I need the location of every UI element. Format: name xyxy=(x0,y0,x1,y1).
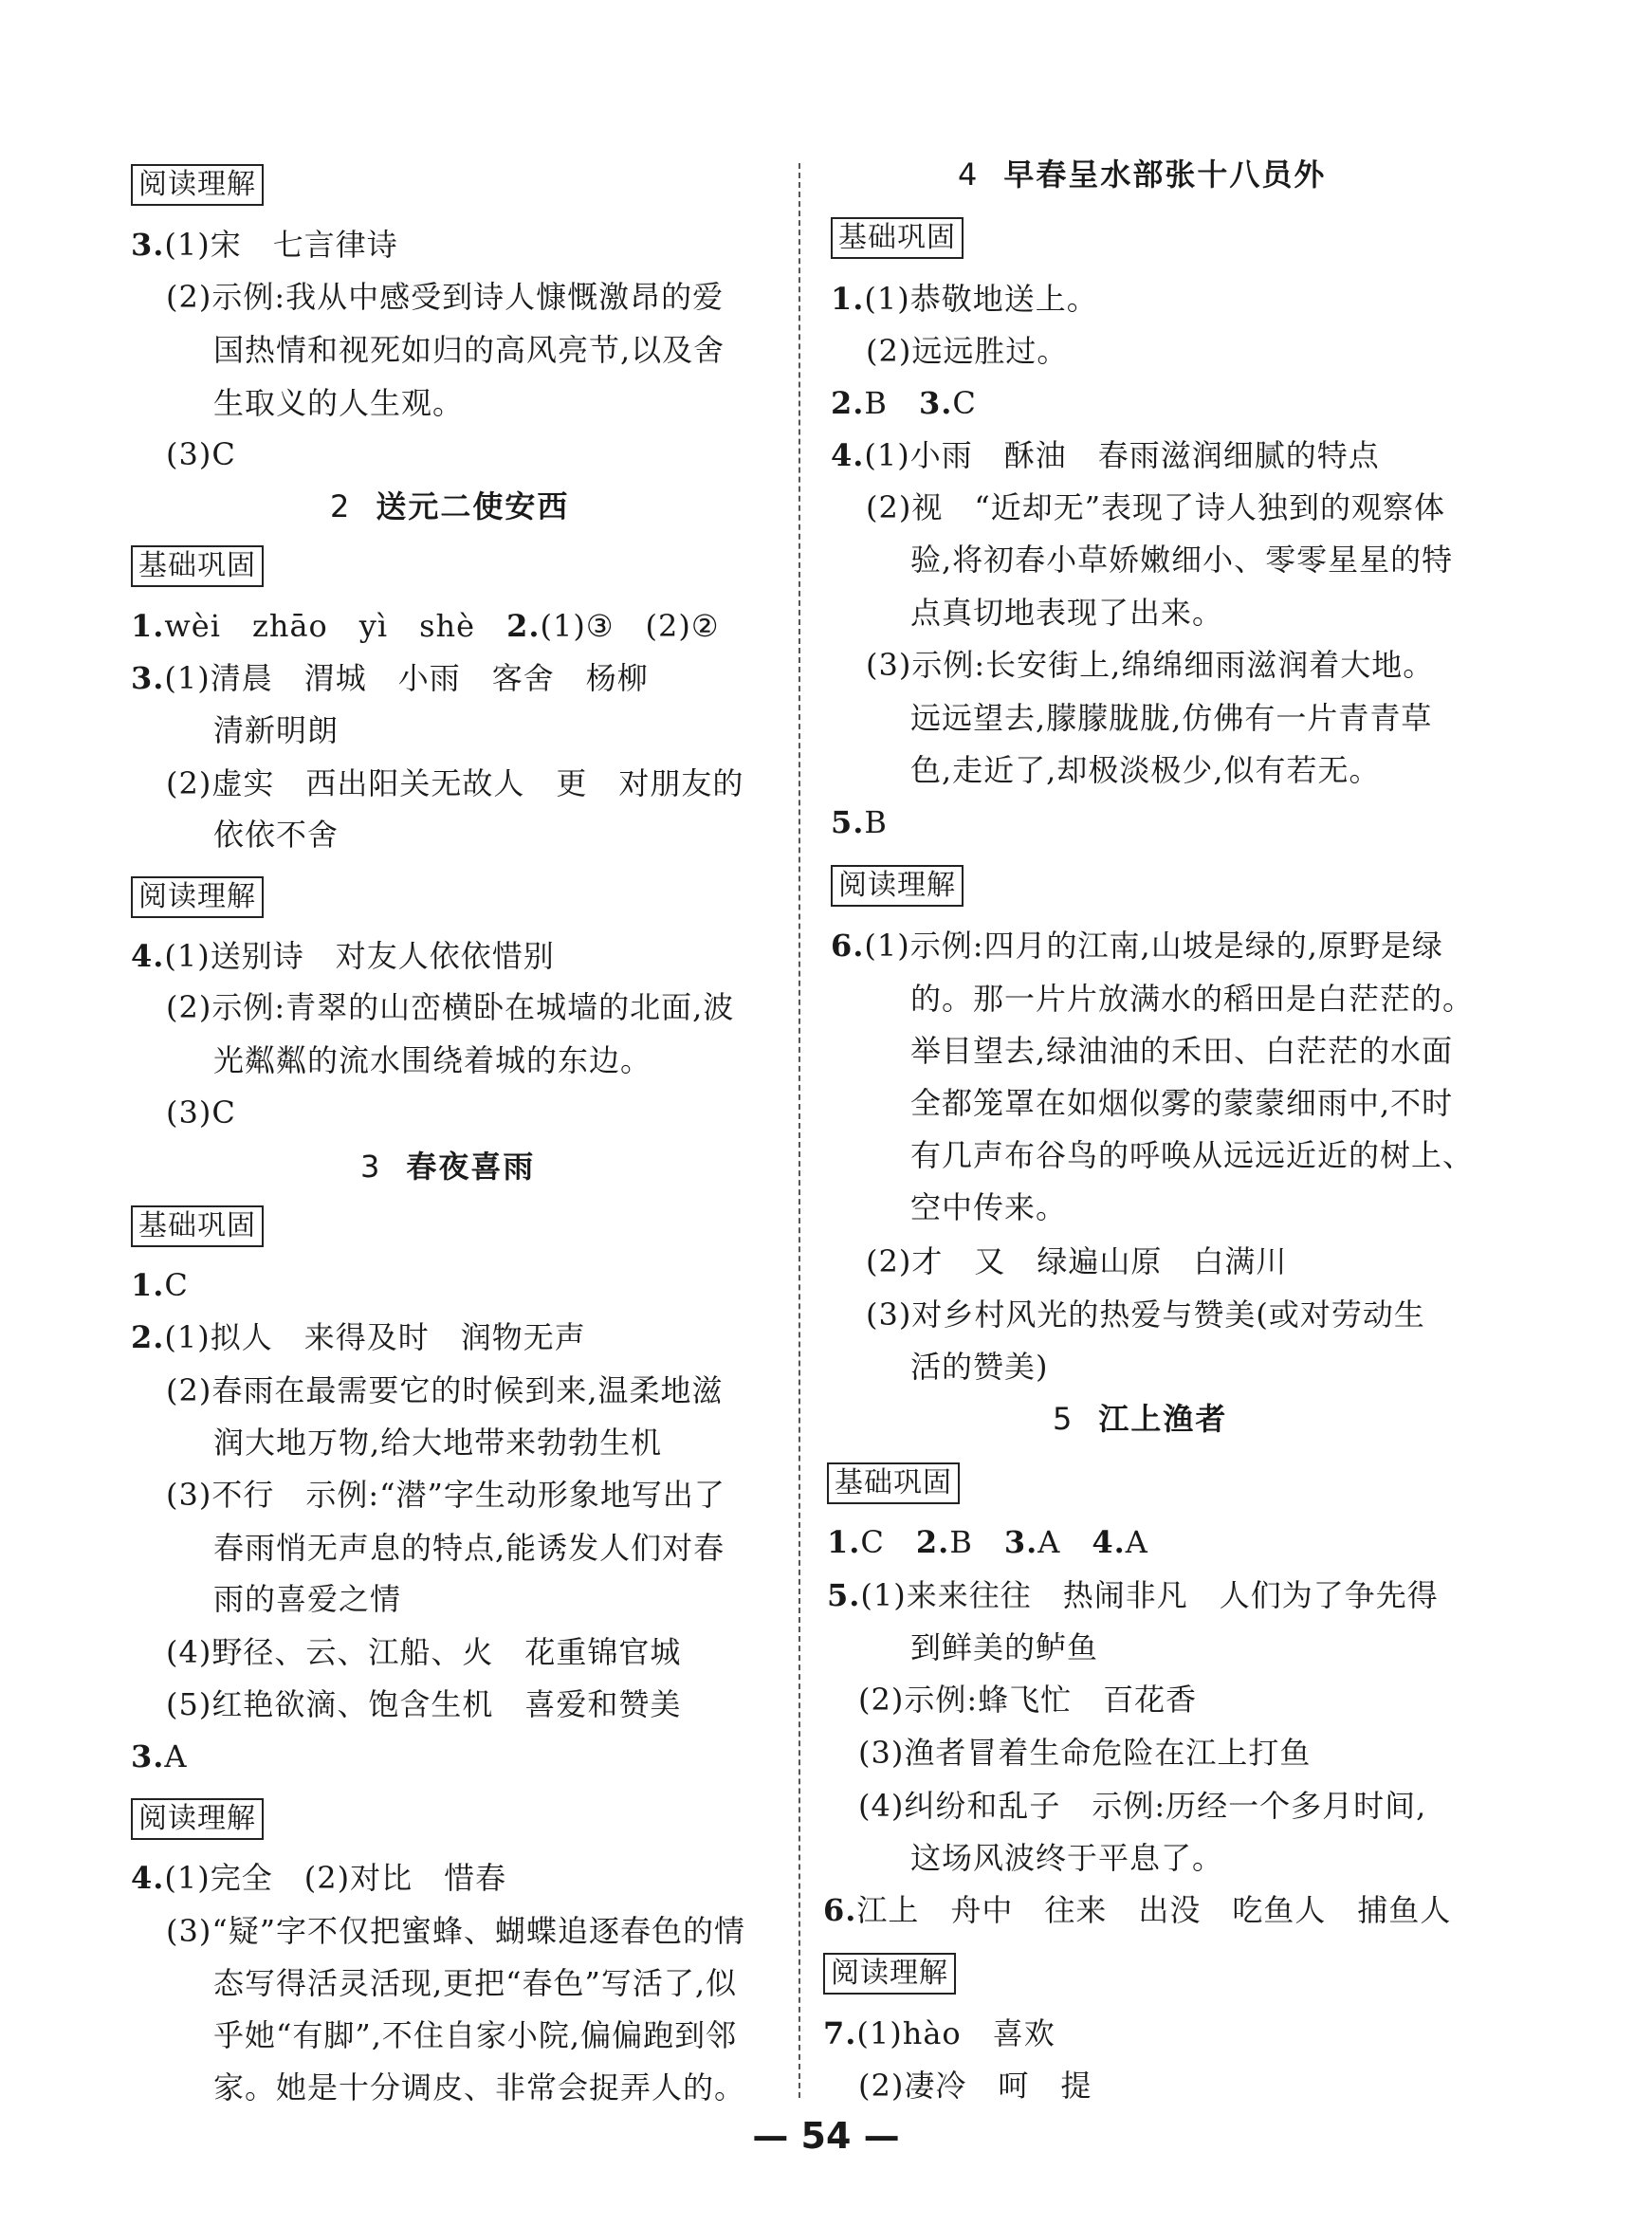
answer-text: (3)示例:长安街上,绵绵细雨滋润着大地。 xyxy=(866,647,1435,683)
question-number: 3. xyxy=(918,385,953,421)
section-label: 阅读理解 xyxy=(131,164,264,206)
answer-line xyxy=(910,1839,1223,1877)
column-divider xyxy=(798,163,800,2098)
answer-text: (1)完全 (2)对比 惜春 xyxy=(164,1860,507,1896)
question-number: 5. xyxy=(831,804,865,840)
question-number: 2. xyxy=(915,1524,950,1560)
answer-item xyxy=(131,1859,506,1897)
question-number: 6. xyxy=(823,1892,857,1928)
answer-item xyxy=(131,1738,188,1775)
answer-text: (1)示例:四月的江南,山坡是绿的,原野是绿 xyxy=(864,928,1443,964)
answer-text: C xyxy=(952,385,977,421)
answer-text: 依依不舍 xyxy=(213,817,340,853)
answer-text: (2)示例:青翠的山峦横卧在城墙的北面,波 xyxy=(166,989,735,1025)
answer-text: 生取义的人生观。 xyxy=(213,385,465,421)
answer-text: (1)宋 七言律诗 xyxy=(164,227,398,263)
answer-text: (2)远远胜过。 xyxy=(866,333,1069,369)
answer-text: 光粼粼的流水围绕着城的东边。 xyxy=(213,1042,652,1078)
answer-line xyxy=(866,1296,1425,1333)
answer-text: 家。她是十分调皮、非常会捉弄人的。 xyxy=(213,2069,746,2105)
lesson-number: 4 xyxy=(958,156,980,193)
answer-text: 色,走近了,却极淡极少,似有若无。 xyxy=(910,752,1381,788)
answer-line xyxy=(866,646,1434,684)
answer-text: 这场风波终于平息了。 xyxy=(910,1840,1224,1876)
question-number: 4. xyxy=(131,1860,165,1896)
answer-item xyxy=(823,2014,1055,2052)
question-number: 1. xyxy=(827,1524,861,1560)
answer-line xyxy=(166,988,734,1026)
lesson-title xyxy=(1053,1400,1227,1438)
answer-text: 国热情和视死如归的高风亮节,以及舍 xyxy=(213,332,725,368)
question-number: 3. xyxy=(131,660,165,696)
question-number: 3. xyxy=(131,1738,165,1774)
answer-text: (4)纠纷和乱子 示例:历经一个多月时间, xyxy=(858,1788,1427,1824)
answer-text: 润大地万物,给大地带来勃勃生机 xyxy=(213,1425,663,1461)
lesson-title-text: 江上渔者 xyxy=(1098,1401,1228,1437)
answer-text: (2)凄冷 呵 提 xyxy=(858,2068,1092,2104)
answer-text: B xyxy=(949,1524,1004,1560)
answer-line xyxy=(213,1529,725,1567)
answer-item xyxy=(131,937,555,975)
question-number: 3. xyxy=(131,227,165,263)
lesson-title-text: 春夜喜雨 xyxy=(406,1149,536,1185)
answer-text: A xyxy=(1037,1524,1092,1560)
section-label: 基础巩固 xyxy=(131,545,264,587)
section-label: 基础巩固 xyxy=(131,1205,264,1247)
question-number: 7. xyxy=(823,2015,857,2051)
answer-line xyxy=(910,594,1223,632)
lesson-number: 5 xyxy=(1053,1401,1074,1437)
answer-text: 远远望去,朦朦胧胧,仿佛有一片青青草 xyxy=(910,700,1433,736)
answer-line xyxy=(166,278,724,316)
answer-line xyxy=(866,488,1445,526)
question-number: 4. xyxy=(831,437,865,473)
answer-text: (3)对乡村风光的热爱与赞美(或对劳动生 xyxy=(866,1296,1425,1333)
answer-line xyxy=(910,1032,1453,1070)
answer-line xyxy=(910,1188,1067,1226)
answer-line xyxy=(910,699,1432,737)
answer-line xyxy=(213,1964,737,2002)
answer-line xyxy=(910,1628,1098,1666)
answer-item xyxy=(827,1576,1439,1614)
answer-line xyxy=(866,332,1068,370)
answer-text: B xyxy=(864,804,888,840)
answer-item xyxy=(831,384,977,422)
answer-line xyxy=(910,1136,1474,1174)
answer-text: (2)才 又 绿遍山原 白满川 xyxy=(866,1243,1288,1279)
answer-text: 全都笼罩在如烟似雾的蒙蒙细雨中,不时 xyxy=(910,1085,1454,1121)
answer-text: 空中传来。 xyxy=(910,1189,1068,1225)
page-number: — 54 — xyxy=(752,2115,900,2157)
answer-item xyxy=(131,1266,189,1304)
lesson-title xyxy=(958,156,1326,193)
question-number: 4. xyxy=(1092,1524,1126,1560)
section-label: 阅读理解 xyxy=(131,1798,264,1840)
answer-line xyxy=(910,751,1381,789)
question-number: 5. xyxy=(827,1577,861,1613)
question-number: 3. xyxy=(1003,1524,1038,1560)
answer-line xyxy=(166,435,236,473)
answer-item xyxy=(831,280,1098,318)
answer-text: 态写得活灵活现,更把“春色”写活了,似 xyxy=(213,1965,738,2001)
answer-text: 春雨悄无声息的特点,能诱发人们对春 xyxy=(213,1530,725,1566)
answer-item xyxy=(131,607,720,645)
answer-text: (3)“疑”字不仅把蜜蜂、蝴蝶追逐春色的情 xyxy=(166,1913,746,1949)
answer-line xyxy=(213,2016,737,2054)
answer-text: (2)示例:蜂飞忙 百花香 xyxy=(858,1682,1198,1718)
answer-line xyxy=(866,1242,1287,1280)
answer-text: (5)红艳欲滴、饱含生机 喜爱和赞美 xyxy=(166,1686,682,1722)
answer-text: 点真切地表现了出来。 xyxy=(910,595,1224,631)
answer-text: (2)春雨在最需要它的时候到来,温柔地滋 xyxy=(166,1372,724,1408)
answer-text: A xyxy=(164,1738,188,1774)
answer-item xyxy=(131,226,398,264)
section-label: 阅读理解 xyxy=(831,865,964,907)
answer-line xyxy=(910,980,1474,1018)
answer-line xyxy=(213,1580,401,1618)
question-number: 1. xyxy=(131,608,165,644)
answer-item xyxy=(831,927,1443,965)
answer-line xyxy=(213,331,725,369)
lesson-title xyxy=(330,487,569,525)
answer-text: 有几声布谷鸟的呼唤从远远近近的树上、 xyxy=(910,1137,1475,1173)
question-number: 2. xyxy=(831,385,865,421)
lesson-title xyxy=(360,1148,535,1186)
answer-line xyxy=(166,1094,236,1131)
answer-text: 雨的喜爱之情 xyxy=(213,1581,402,1617)
answer-line xyxy=(910,541,1453,579)
answer-text: A xyxy=(1125,1524,1148,1560)
question-number: 2. xyxy=(506,608,541,644)
answer-text: (1)小雨 酥油 春雨滋润细腻的特点 xyxy=(864,437,1380,473)
answer-line xyxy=(166,764,743,802)
answer-text: C xyxy=(164,1267,189,1303)
answer-line xyxy=(910,1084,1453,1122)
section-label: 阅读理解 xyxy=(823,1953,956,1995)
question-number: 2. xyxy=(131,1319,165,1355)
answer-item xyxy=(131,659,649,697)
answer-text: 验,将初春小草娇嫩细小、零零星星的特 xyxy=(910,542,1454,578)
answer-item xyxy=(131,1318,586,1356)
answer-line xyxy=(858,1787,1426,1825)
answer-line xyxy=(166,1476,725,1514)
answer-line xyxy=(213,2069,745,2106)
answer-text: wèi zhāo yì shè xyxy=(164,608,507,644)
section-label: 基础巩固 xyxy=(831,217,964,259)
answer-text: (4)野径、云、江船、火 花重锦官城 xyxy=(166,1634,682,1670)
answer-item xyxy=(823,1891,1451,1929)
section-label: 阅读理解 xyxy=(131,876,264,918)
answer-line xyxy=(213,816,339,854)
answer-text: 活的赞美) xyxy=(910,1349,1049,1385)
answer-item xyxy=(827,1523,1148,1561)
answer-text: 乎她“有脚”,不住自家小院,偏偏跑到邻 xyxy=(213,2017,738,2053)
question-number: 4. xyxy=(131,938,165,974)
answer-text: (3)C xyxy=(166,436,236,472)
answer-line xyxy=(858,2067,1092,2105)
answer-text: (1)③ (2)② xyxy=(540,608,720,644)
answer-text: (1)hào 喜欢 xyxy=(856,2015,1055,2051)
lesson-title-text: 送元二使安西 xyxy=(376,488,570,524)
question-number: 1. xyxy=(131,1267,165,1303)
answer-text: (3)不行 示例:“潜”字生动形象地写出了 xyxy=(166,1477,725,1513)
answer-text: (1)送别诗 对友人依依惜别 xyxy=(164,938,555,974)
answer-text: 江上 舟中 往来 出没 吃鱼人 捕鱼人 xyxy=(856,1892,1452,1928)
answer-text: (1)清晨 渭城 小雨 客舍 杨柳 xyxy=(164,660,649,696)
section-label: 基础巩固 xyxy=(827,1462,960,1504)
answer-text: 的。那一片片放满水的稻田是白茫茫的。 xyxy=(910,981,1475,1017)
answer-text: 清新明朗 xyxy=(213,712,340,748)
answer-text: (2)虚实 西出阳关无故人 更 对朋友的 xyxy=(166,765,744,801)
answer-line xyxy=(213,384,464,422)
answer-item xyxy=(831,436,1380,474)
answer-text: C xyxy=(860,1524,916,1560)
answer-text: B xyxy=(864,385,919,421)
answer-line xyxy=(166,1685,681,1723)
answer-text: 到鲜美的鲈鱼 xyxy=(910,1629,1099,1665)
answer-line xyxy=(166,1633,681,1671)
answer-text: (1)恭敬地送上。 xyxy=(864,281,1098,317)
answer-text: (2)示例:我从中感受到诗人慷慨激昂的爱 xyxy=(166,279,725,315)
answer-text: (1)来来往往 热闹非凡 人们为了争先得 xyxy=(860,1577,1439,1613)
answer-item xyxy=(831,803,888,841)
lesson-number: 2 xyxy=(330,488,352,524)
answer-line xyxy=(213,1041,652,1079)
answer-text: (3)C xyxy=(166,1094,236,1131)
answer-line xyxy=(858,1734,1311,1772)
answer-line xyxy=(213,1424,662,1462)
answer-text: (3)渔者冒着生命危险在江上打鱼 xyxy=(858,1735,1312,1771)
answer-line xyxy=(910,1348,1049,1386)
answer-text: (2)视 “近却无”表现了诗人独到的观察体 xyxy=(866,489,1446,525)
answer-line xyxy=(166,1371,724,1409)
answer-line xyxy=(166,1912,745,1950)
question-number: 6. xyxy=(831,928,865,964)
answer-line xyxy=(213,711,339,749)
question-number: 1. xyxy=(831,281,865,317)
lesson-number: 3 xyxy=(360,1149,382,1185)
answer-text: 举目望去,绿油油的禾田、白茫茫的水面 xyxy=(910,1033,1454,1069)
answer-line xyxy=(858,1681,1197,1719)
lesson-title-text: 早春呈水部张十八员外 xyxy=(1003,156,1327,193)
answer-text: (1)拟人 来得及时 润物无声 xyxy=(164,1319,586,1355)
